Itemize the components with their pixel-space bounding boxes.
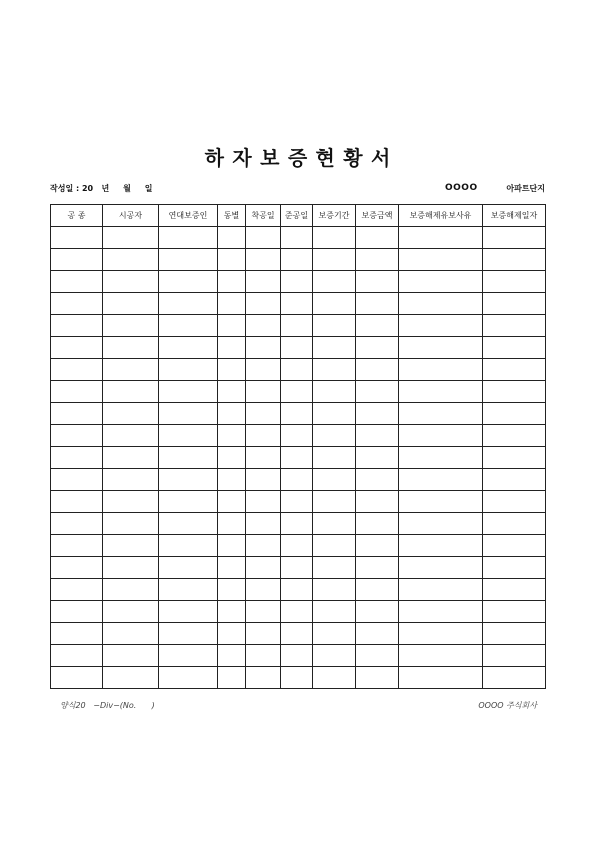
table-cell[interactable] — [246, 403, 281, 425]
table-cell[interactable] — [218, 337, 246, 359]
table-cell[interactable] — [281, 315, 313, 337]
table-cell[interactable] — [218, 645, 246, 667]
table-cell[interactable] — [313, 535, 356, 557]
table-cell[interactable] — [399, 381, 483, 403]
table-cell[interactable] — [246, 337, 281, 359]
table-cell[interactable] — [313, 249, 356, 271]
table-cell[interactable] — [313, 271, 356, 293]
table-row — [51, 601, 546, 623]
table-cell[interactable] — [281, 249, 313, 271]
table-cell[interactable] — [51, 535, 103, 557]
table-cell[interactable] — [399, 315, 483, 337]
table-row — [51, 491, 546, 513]
table-cell[interactable] — [356, 293, 399, 315]
table-cell[interactable] — [159, 557, 218, 579]
table-cell[interactable] — [218, 469, 246, 491]
table-row — [51, 271, 546, 293]
table-cell[interactable] — [313, 557, 356, 579]
table-cell[interactable] — [159, 315, 218, 337]
table-cell[interactable] — [159, 645, 218, 667]
table-cell[interactable] — [159, 667, 218, 689]
table-cell[interactable] — [483, 403, 546, 425]
table-cell[interactable] — [313, 293, 356, 315]
table-cell[interactable] — [51, 645, 103, 667]
table-cell[interactable] — [399, 667, 483, 689]
table-cell[interactable] — [399, 425, 483, 447]
table-row — [51, 425, 546, 447]
table-cell[interactable] — [356, 315, 399, 337]
table-cell[interactable] — [218, 667, 246, 689]
table-cell[interactable] — [356, 601, 399, 623]
table-cell[interactable] — [281, 337, 313, 359]
table-cell[interactable] — [399, 249, 483, 271]
table-cell[interactable] — [281, 359, 313, 381]
table-cell[interactable] — [356, 645, 399, 667]
table-row — [51, 623, 546, 645]
table-row — [51, 579, 546, 601]
company-name: OOOO 주식회사 — [478, 701, 537, 710]
table-cell[interactable] — [159, 623, 218, 645]
table-row — [51, 403, 546, 425]
table-cell[interactable] — [281, 667, 313, 689]
table-cell[interactable] — [103, 359, 159, 381]
table-cell[interactable] — [51, 293, 103, 315]
table-cell[interactable] — [356, 491, 399, 513]
date-line: 작성일 : 20 년 월 일 — [50, 184, 153, 193]
table-cell[interactable] — [51, 381, 103, 403]
table-cell[interactable] — [281, 579, 313, 601]
table-cell[interactable] — [356, 513, 399, 535]
table-cell[interactable] — [483, 667, 546, 689]
table-row — [51, 513, 546, 535]
table-cell[interactable] — [281, 425, 313, 447]
table-cell[interactable] — [103, 491, 159, 513]
table-cell[interactable] — [103, 579, 159, 601]
table-cell[interactable] — [159, 359, 218, 381]
table-cell[interactable] — [246, 535, 281, 557]
table-cell[interactable] — [103, 469, 159, 491]
table-cell[interactable] — [246, 227, 281, 249]
table-cell[interactable] — [51, 667, 103, 689]
table-cell[interactable] — [246, 469, 281, 491]
table-cell[interactable] — [399, 535, 483, 557]
table-cell[interactable] — [483, 293, 546, 315]
table-row — [51, 249, 546, 271]
table-cell[interactable] — [281, 645, 313, 667]
header-release-date: 보증해제일자 — [483, 205, 546, 227]
table-cell[interactable] — [51, 601, 103, 623]
table-cell[interactable] — [483, 337, 546, 359]
table-cell[interactable] — [103, 645, 159, 667]
table-cell[interactable] — [218, 601, 246, 623]
warranty-status-table — [50, 204, 546, 689]
header-release-reservation-reason: 보증해제유보사유 — [399, 205, 483, 227]
table-cell[interactable] — [51, 249, 103, 271]
table-cell[interactable] — [483, 645, 546, 667]
table-cell[interactable] — [246, 579, 281, 601]
table-cell[interactable] — [356, 623, 399, 645]
header-warranty-amount: 보증금액 — [356, 205, 399, 227]
table-cell[interactable] — [281, 271, 313, 293]
table-cell[interactable] — [281, 513, 313, 535]
table-cell[interactable] — [103, 557, 159, 579]
table-cell[interactable] — [483, 513, 546, 535]
table-cell[interactable] — [399, 557, 483, 579]
table-cell[interactable] — [483, 425, 546, 447]
table-cell[interactable] — [159, 403, 218, 425]
table-cell[interactable] — [399, 359, 483, 381]
table-cell[interactable] — [281, 491, 313, 513]
table-cell[interactable] — [218, 227, 246, 249]
table-cell[interactable] — [399, 271, 483, 293]
complex-label: 아파트단지 — [506, 184, 545, 193]
table-cell[interactable] — [159, 579, 218, 601]
table-cell[interactable] — [218, 315, 246, 337]
header-completion-date: 준공일 — [281, 205, 313, 227]
table-cell[interactable] — [103, 249, 159, 271]
table-cell[interactable] — [313, 447, 356, 469]
table-cell[interactable] — [281, 381, 313, 403]
table-cell[interactable] — [159, 271, 218, 293]
table-cell[interactable] — [159, 337, 218, 359]
table-cell[interactable] — [356, 557, 399, 579]
table-cell[interactable] — [483, 601, 546, 623]
table-row — [51, 227, 546, 249]
table-cell[interactable] — [313, 381, 356, 403]
table-cell[interactable] — [313, 645, 356, 667]
table-cell[interactable] — [159, 491, 218, 513]
table-cell[interactable] — [103, 271, 159, 293]
table-cell[interactable] — [51, 227, 103, 249]
table-cell[interactable] — [356, 535, 399, 557]
table-cell[interactable] — [483, 249, 546, 271]
table-row — [51, 293, 546, 315]
header-start-date: 착공일 — [246, 205, 281, 227]
table-cell[interactable] — [356, 337, 399, 359]
table-cell[interactable] — [51, 623, 103, 645]
header-work-type: 공 종 — [51, 205, 103, 227]
table-cell[interactable] — [246, 491, 281, 513]
table-cell[interactable] — [246, 623, 281, 645]
table-cell[interactable] — [281, 535, 313, 557]
table-cell[interactable] — [51, 271, 103, 293]
table-row — [51, 535, 546, 557]
table-cell[interactable] — [246, 315, 281, 337]
table-cell[interactable] — [159, 447, 218, 469]
table-cell[interactable] — [103, 447, 159, 469]
table-cell[interactable] — [159, 601, 218, 623]
document-title: 하자보증현황서 — [204, 146, 399, 170]
table-cell[interactable] — [51, 491, 103, 513]
table-cell[interactable] — [103, 315, 159, 337]
table-cell[interactable] — [483, 227, 546, 249]
table-cell[interactable] — [218, 535, 246, 557]
table-cell[interactable] — [159, 293, 218, 315]
header-joint-guarantor: 연대보증인 — [159, 205, 218, 227]
header-building: 동별 — [218, 205, 246, 227]
table-cell[interactable] — [246, 381, 281, 403]
table-row — [51, 469, 546, 491]
table-cell[interactable] — [313, 491, 356, 513]
table-cell[interactable] — [483, 271, 546, 293]
table-cell[interactable] — [218, 293, 246, 315]
table-row — [51, 667, 546, 689]
table-cell[interactable] — [483, 381, 546, 403]
table-cell[interactable] — [218, 557, 246, 579]
table-cell[interactable] — [159, 513, 218, 535]
table-row — [51, 337, 546, 359]
table-cell[interactable] — [51, 557, 103, 579]
table-cell[interactable] — [51, 579, 103, 601]
table-cell[interactable] — [281, 601, 313, 623]
table-body — [51, 227, 546, 689]
table-cell[interactable] — [399, 645, 483, 667]
form-number: 양식20 −Div−(No. ) — [60, 701, 155, 710]
table-cell[interactable] — [313, 601, 356, 623]
table-cell[interactable] — [281, 469, 313, 491]
table-cell[interactable] — [356, 359, 399, 381]
table-cell[interactable] — [246, 667, 281, 689]
table-cell[interactable] — [356, 579, 399, 601]
table-cell[interactable] — [313, 513, 356, 535]
table-cell[interactable] — [103, 293, 159, 315]
table-cell[interactable] — [103, 337, 159, 359]
table-cell[interactable] — [246, 293, 281, 315]
table-cell[interactable] — [399, 579, 483, 601]
table-cell[interactable] — [218, 513, 246, 535]
table-cell[interactable] — [218, 249, 246, 271]
table-cell[interactable] — [483, 491, 546, 513]
table-cell[interactable] — [159, 227, 218, 249]
table-cell[interactable] — [103, 513, 159, 535]
table-cell[interactable] — [313, 337, 356, 359]
table-cell[interactable] — [159, 425, 218, 447]
table-cell[interactable] — [483, 579, 546, 601]
table-cell[interactable] — [103, 381, 159, 403]
table-cell[interactable] — [159, 469, 218, 491]
table-cell[interactable] — [356, 667, 399, 689]
table-cell[interactable] — [246, 557, 281, 579]
table-cell[interactable] — [281, 623, 313, 645]
table-cell[interactable] — [313, 623, 356, 645]
table-cell[interactable] — [399, 293, 483, 315]
table-cell[interactable] — [399, 469, 483, 491]
header-warranty-period: 보증기간 — [313, 205, 356, 227]
table-cell[interactable] — [103, 227, 159, 249]
table-row — [51, 557, 546, 579]
table-cell[interactable] — [246, 359, 281, 381]
table-cell[interactable] — [159, 249, 218, 271]
table-cell[interactable] — [399, 513, 483, 535]
table-row — [51, 645, 546, 667]
table-cell[interactable] — [218, 381, 246, 403]
table-cell[interactable] — [159, 535, 218, 557]
table-cell[interactable] — [483, 535, 546, 557]
table-cell[interactable] — [246, 645, 281, 667]
table-cell[interactable] — [103, 535, 159, 557]
table-cell[interactable] — [246, 249, 281, 271]
table-cell[interactable] — [313, 469, 356, 491]
table-cell[interactable] — [218, 491, 246, 513]
table-cell[interactable] — [281, 403, 313, 425]
table-cell[interactable] — [281, 447, 313, 469]
table-cell[interactable] — [356, 469, 399, 491]
table-cell[interactable] — [218, 425, 246, 447]
table-cell[interactable] — [356, 271, 399, 293]
company-code: OOOO — [445, 183, 478, 193]
table-cell[interactable] — [313, 579, 356, 601]
table-cell[interactable] — [313, 315, 356, 337]
table-row — [51, 381, 546, 403]
table-cell[interactable] — [399, 447, 483, 469]
table-cell[interactable] — [483, 447, 546, 469]
table-cell[interactable] — [356, 425, 399, 447]
table-cell[interactable] — [103, 601, 159, 623]
table-cell[interactable] — [246, 271, 281, 293]
table-cell[interactable] — [103, 667, 159, 689]
table-cell[interactable] — [356, 227, 399, 249]
table-row — [51, 315, 546, 337]
table-cell[interactable] — [218, 403, 246, 425]
table-cell[interactable] — [103, 403, 159, 425]
table-cell[interactable] — [51, 513, 103, 535]
table-cell[interactable] — [483, 315, 546, 337]
table-cell[interactable] — [281, 293, 313, 315]
table-cell[interactable] — [281, 227, 313, 249]
table-cell[interactable] — [246, 447, 281, 469]
table-cell[interactable] — [356, 249, 399, 271]
table-cell[interactable] — [218, 271, 246, 293]
table-cell[interactable] — [51, 403, 103, 425]
table-cell[interactable] — [51, 469, 103, 491]
table-cell[interactable] — [218, 579, 246, 601]
table-cell[interactable] — [218, 359, 246, 381]
table-cell[interactable] — [246, 601, 281, 623]
table-cell[interactable] — [399, 601, 483, 623]
table-cell[interactable] — [356, 403, 399, 425]
table-cell[interactable] — [103, 623, 159, 645]
table-cell[interactable] — [483, 469, 546, 491]
table-row — [51, 359, 546, 381]
table-cell[interactable] — [313, 425, 356, 447]
table-cell[interactable] — [51, 359, 103, 381]
table-cell[interactable] — [313, 403, 356, 425]
table-cell[interactable] — [246, 425, 281, 447]
table-cell[interactable] — [356, 381, 399, 403]
table-cell[interactable] — [281, 557, 313, 579]
table-cell[interactable] — [51, 425, 103, 447]
table-cell[interactable] — [246, 513, 281, 535]
table-row — [51, 447, 546, 469]
table-cell[interactable] — [218, 623, 246, 645]
table-cell[interactable] — [51, 447, 103, 469]
table-cell[interactable] — [313, 227, 356, 249]
table-cell[interactable] — [313, 667, 356, 689]
table-cell[interactable] — [399, 491, 483, 513]
table-cell[interactable] — [399, 227, 483, 249]
table-cell[interactable] — [483, 557, 546, 579]
table-cell[interactable] — [483, 359, 546, 381]
table-cell[interactable] — [483, 623, 546, 645]
table-cell[interactable] — [399, 403, 483, 425]
header-contractor: 시공자 — [103, 205, 159, 227]
table-header-row — [51, 205, 546, 227]
table-cell[interactable] — [218, 447, 246, 469]
table-cell[interactable] — [51, 337, 103, 359]
table-cell[interactable] — [159, 381, 218, 403]
table-cell[interactable] — [399, 623, 483, 645]
table-cell[interactable] — [51, 315, 103, 337]
table-cell[interactable] — [399, 337, 483, 359]
table-cell[interactable] — [356, 447, 399, 469]
table-cell[interactable] — [103, 425, 159, 447]
table-cell[interactable] — [313, 359, 356, 381]
